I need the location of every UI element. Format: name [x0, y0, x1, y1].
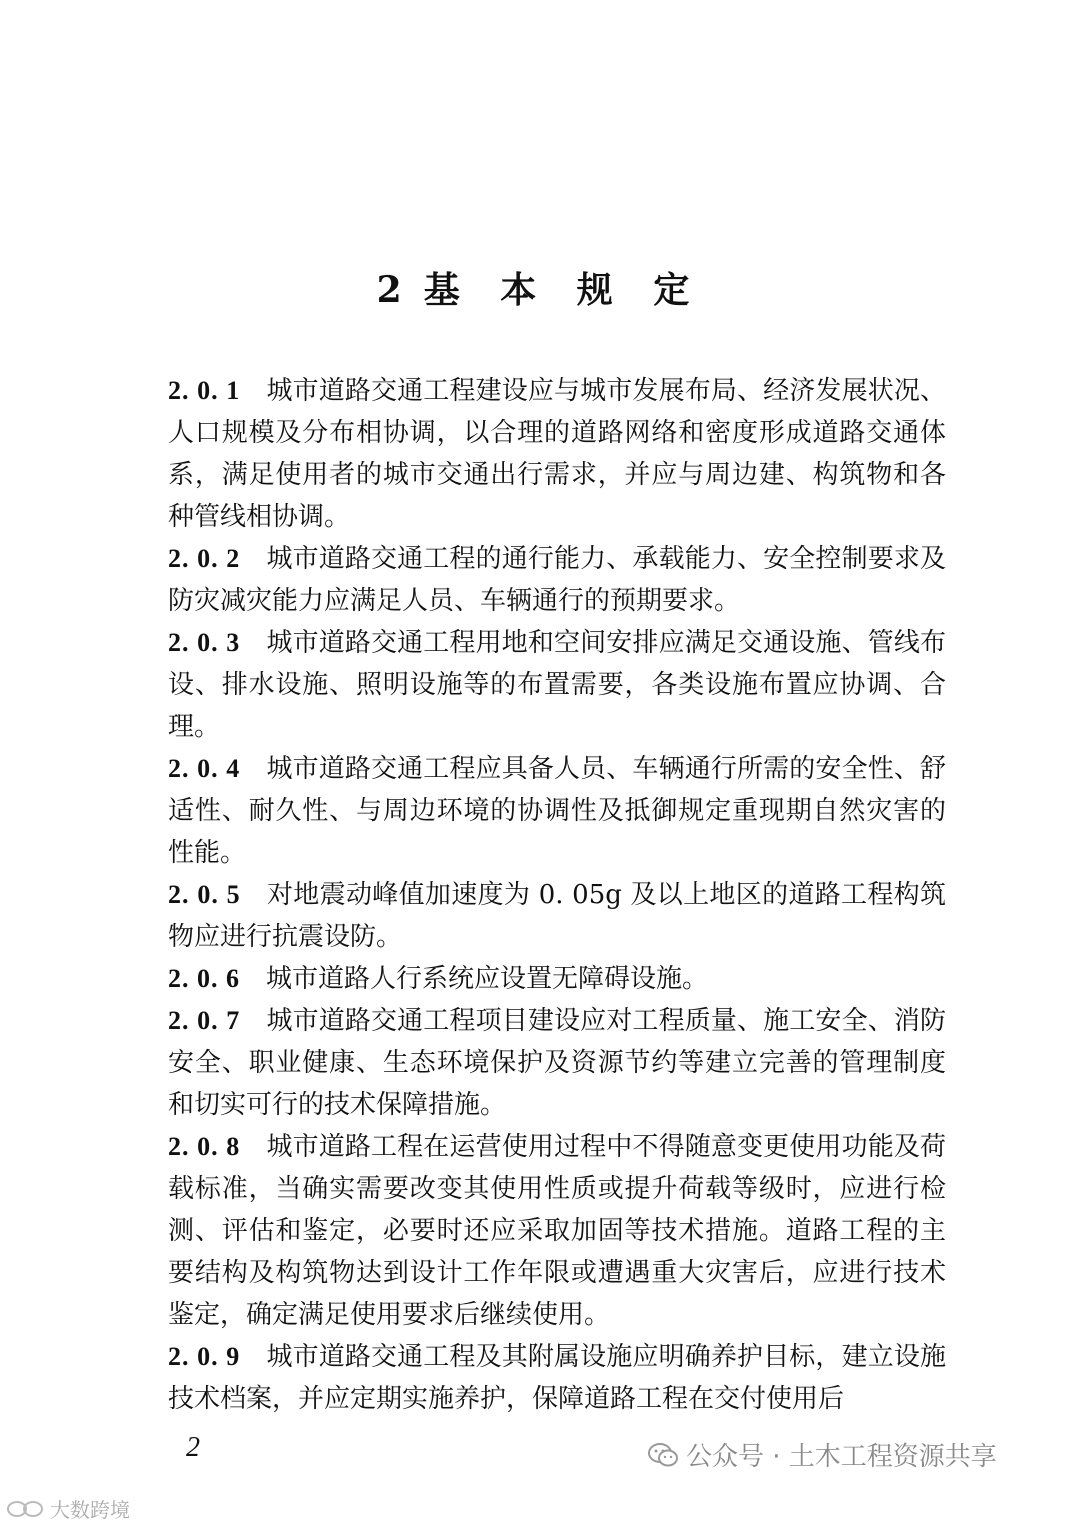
- clause-2-0-9: [168, 1336, 946, 1420]
- chapter-heading: [0, 262, 1080, 318]
- clause-number: 2. 0. 4: [168, 754, 241, 783]
- clause-number: 2. 0. 9: [168, 1342, 241, 1371]
- clause-2-0-6: [168, 958, 946, 1000]
- clause-text: 城市道路交通工程项目建设应对工程质量、施工安全、消防安全、职业健康、生态环境保护及资源节约等建立完善的管理制度和切实可行的技术保障措施。: [168, 1006, 946, 1120]
- clause-2-0-7: [168, 1000, 946, 1126]
- clause-number: 2. 0. 7: [168, 1006, 241, 1035]
- clause-number: 2. 0. 8: [168, 1132, 241, 1161]
- chapter-number: 2: [376, 269, 402, 311]
- logo-icon: [6, 1498, 46, 1520]
- clause-2-0-1: [168, 370, 946, 538]
- clause-number: 2. 0. 2: [168, 544, 241, 573]
- page-number: 2: [186, 1432, 200, 1463]
- corner-watermark: [6, 1494, 130, 1523]
- clause-2-0-2: [168, 538, 946, 622]
- clause-list: [168, 370, 946, 1420]
- clause-text: 城市道路交通工程的通行能力、承载能力、安全控制要求及防灾减灾能力应满足人员、车辆通行的预期要求。: [168, 544, 946, 616]
- clause-text: 城市道路交通工程用地和空间安排应满足交通设施、管线布设、排水设施、照明设施等的布置需要，各类设施布置应协调、合理。: [168, 628, 946, 742]
- clause-text: 城市道路交通工程及其附属设施应明确养护目标，建立设施技术档案，并应定期实施养护，保障道路工程在交付使用后: [168, 1342, 946, 1414]
- clause-text: 城市道路工程在运营使用过程中不得随意变更使用功能及荷载标准，当确实需要改变其使用性质或提升荷载等级时，应进行检测、评估和鉴定，必要时还应采取加固等技术措施。道路工程的主要结构及构筑物达到设计工作年限或遭遇重大灾害后，应进行技术鉴定，确定满足使用要求后继续使用。: [168, 1132, 946, 1330]
- clause-number: 2. 0. 6: [168, 964, 240, 993]
- clause-2-0-4: [168, 748, 946, 874]
- corner-watermark-text: 大数跨境: [50, 1498, 130, 1522]
- clause-2-0-3: [168, 622, 946, 748]
- wechat-icon: [648, 1442, 678, 1468]
- clause-number: 2. 0. 1: [168, 376, 241, 405]
- clause-number: 2. 0. 3: [168, 628, 241, 657]
- clause-text: 城市道路交通工程应具备人员、车辆通行所需的安全性、舒适性、耐久性、与周边环境的协调性及抵御规定重现期自然灾害的性能。: [168, 754, 946, 868]
- clause-number: 2. 0. 5: [168, 880, 241, 909]
- clause-text: 城市道路交通工程建设应与城市发展布局、经济发展状况、人口规模及分布相协调，以合理的道路网络和密度形成道路交通体系，满足使用者的城市交通出行需求，并应与周边建、构筑物和各种管线相协调。: [168, 376, 946, 532]
- chapter-title: 基 本 规 定: [423, 269, 704, 311]
- clause-2-0-8: [168, 1126, 946, 1336]
- clause-text: 对地震动峰值加速度为 0. 05g 及以上地区的道路工程构筑物应进行抗震设防。: [168, 880, 947, 952]
- clause-text: 城市道路人行系统应设置无障碍设施。: [266, 964, 709, 994]
- wechat-account-text: 公众号 · 土木工程资源共享: [686, 1442, 997, 1472]
- clause-2-0-5: [168, 874, 946, 958]
- wechat-watermark: [648, 1436, 997, 1473]
